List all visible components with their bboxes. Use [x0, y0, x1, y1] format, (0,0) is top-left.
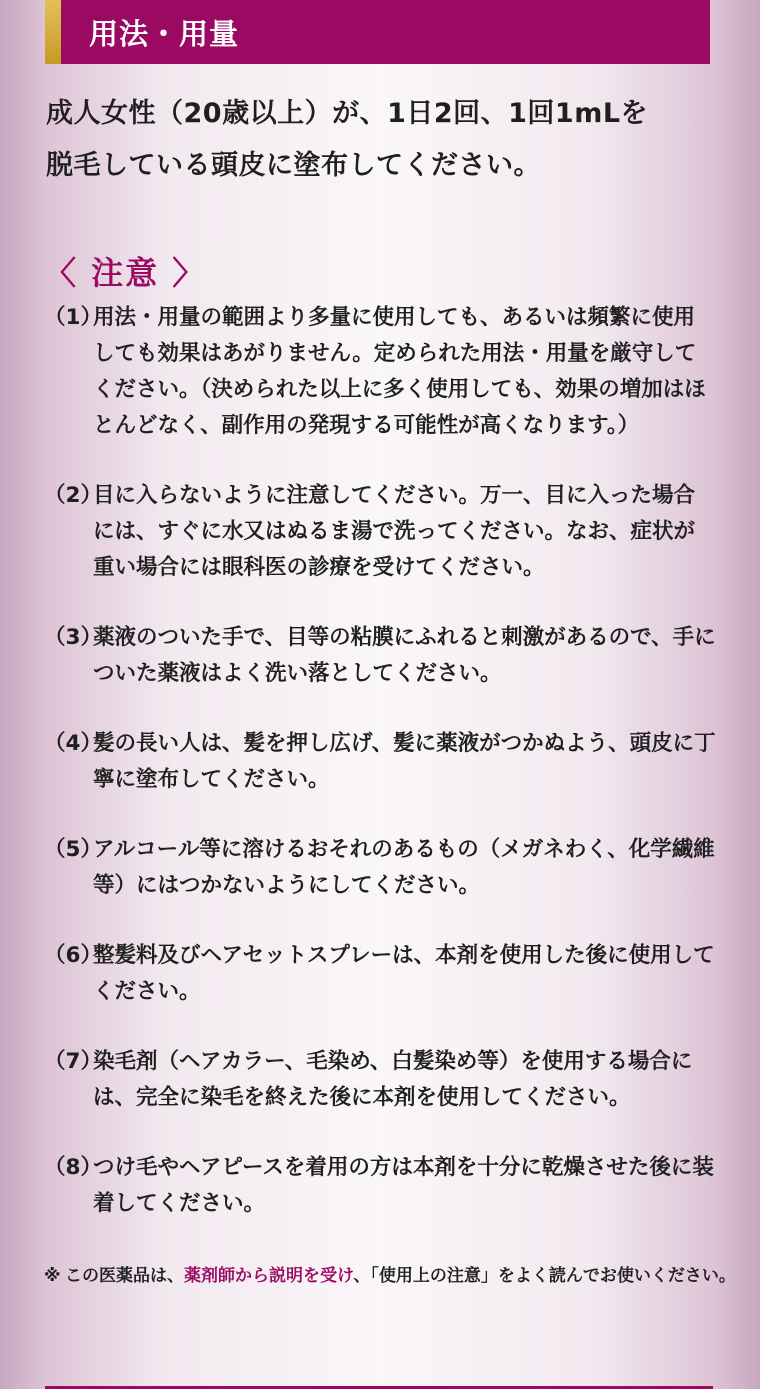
dosage-line-2: 脱毛している頭皮に塗布してください。	[46, 150, 541, 181]
caution-number: （8）	[44, 1155, 102, 1180]
section-title: 用法・用量	[89, 16, 240, 51]
caution-text: 整髪料及びヘアセットスプレーは、本剤を使用した後に使用してください。	[93, 943, 715, 1004]
caution-item-5	[44, 832, 716, 904]
footnote-mark: ※	[44, 1266, 61, 1286]
caution-heading: 〈 注意 〉	[44, 254, 207, 292]
caution-list	[44, 300, 716, 1256]
caution-text: つけ毛やヘアピースを着用の方は本剤を十分に乾燥させた後に装着してください。	[93, 1155, 714, 1216]
caution-item-8	[44, 1150, 716, 1222]
caution-number: （1）	[44, 305, 102, 330]
caution-text: 染毛剤（ヘアカラー、毛染め、白髪染め等）を使用する場合には、完全に染毛を終えた後に本剤を使用してください。	[93, 1049, 693, 1110]
caution-number: （3）	[44, 625, 102, 650]
caution-item-1	[44, 300, 716, 444]
caution-item-7	[44, 1044, 716, 1116]
caution-number: （2）	[44, 483, 102, 508]
caution-number: （4）	[44, 731, 102, 756]
footer-highlight: 薬剤師から説明を受け	[184, 1266, 354, 1286]
footer-text-before: この医薬品は、	[65, 1266, 184, 1286]
caution-item-6	[44, 938, 716, 1010]
caution-text: 目に入らないように注意してください。万一、目に入った場合には、すぐに水又はぬるま湯で洗ってください。なお、症状が重い場合には眼科医の診療を受けてください。	[93, 483, 696, 580]
dosage-line-1: 成人女性（20歳以上）が、1日2回、1回1mLを	[46, 98, 649, 129]
section-header	[45, 0, 710, 64]
caution-item-3	[44, 620, 716, 692]
caution-text: 薬液のついた手で、目等の粘膜にふれると刺激があるので、手についた薬液はよく洗い落としてください。	[93, 625, 716, 686]
caution-text: 髪の長い人は、髪を押し広げ、髪に薬液がつかぬよう、頭皮に丁寧に塗布してください。	[93, 731, 716, 792]
header-accent-bar	[45, 0, 61, 64]
dosage-text	[46, 88, 716, 192]
caution-number: （7）	[44, 1049, 102, 1074]
caution-text: アルコール等に溶けるおそれのあるもの（メガネわく、化学繊維等）にはつかないようにしてください。	[93, 837, 715, 898]
footer-text-after: 、「使用上の注意」をよく読んでお使いください。	[353, 1266, 736, 1286]
caution-number: （6）	[44, 943, 102, 968]
footer-note	[44, 1262, 737, 1291]
caution-item-4	[44, 726, 716, 798]
caution-text: 用法・用量の範囲より多量に使用しても、あるいは頻繁に使用しても効果はあがりません。定められた用法・用量を厳守してください。（決められた以上に多く使用しても、効果の増加はほとんどなく、副作用の発現する可能性が高くなります。）	[93, 305, 706, 438]
caution-item-2	[44, 478, 716, 586]
caution-number: （5）	[44, 837, 102, 862]
